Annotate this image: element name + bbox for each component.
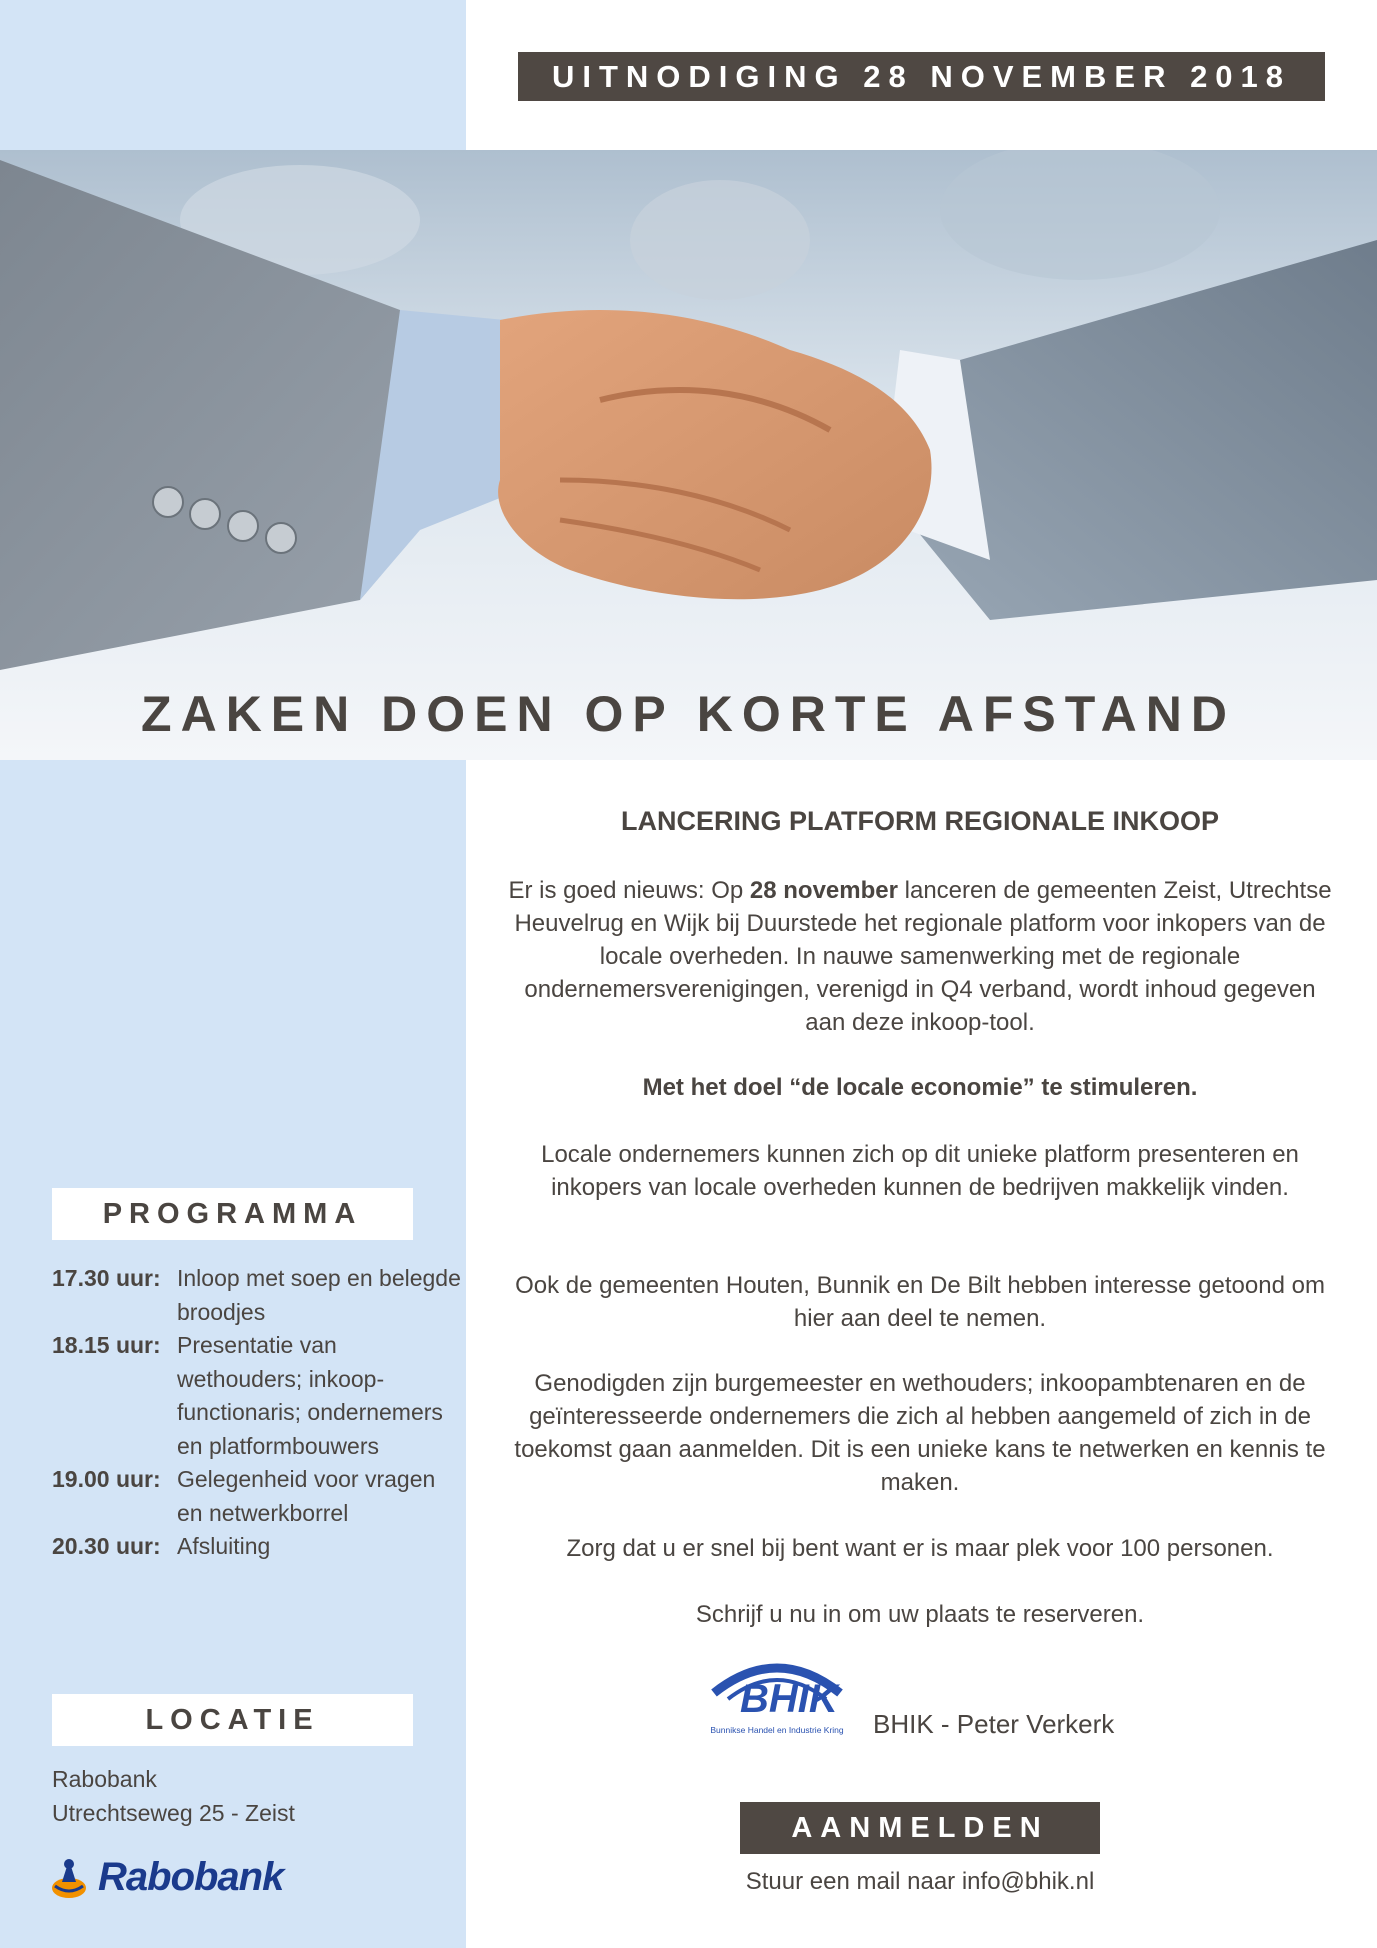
signup-instructions — [505, 1868, 1335, 1896]
location-details — [52, 1762, 295, 1830]
signup-text: Stuur een mail naar — [745, 1868, 962, 1895]
interest-paragraph: Ook de gemeenten Houten, Bunnik en De Bilt hebben interesse getoond om hier aan deel te nemen. — [515, 1272, 1325, 1332]
signup-button[interactable]: AANMELDEN — [740, 1802, 1100, 1854]
programme-description: Presentatie van wethouders; inkoop-functionaris; ondernemers en platformbouwers — [177, 1332, 443, 1459]
programme-item — [52, 1329, 462, 1463]
bhik-logo-text: BHIK — [740, 1677, 838, 1721]
location-name: Rabobank — [52, 1766, 157, 1792]
organizer-contact: BHIK - Peter Verkerk — [873, 1709, 1115, 1739]
intro-text-continued: lanceren de gemeenten Zeist, Utrechtse Heuvelrug en Wijk bij Duurstede het regionale platform voor inkopers van de locale overheden. In nauwe samenwerking met de regionale ondernemersverenigingen, verenigd in Q4 verband, wordt inhoud gegeven aan deze inkoop-tool. — [514, 877, 1332, 1036]
programme-item — [52, 1463, 462, 1530]
intro-paragraph — [505, 874, 1335, 1039]
section-title: LANCERING PLATFORM REGIONALE INKOOP — [621, 806, 1219, 836]
rabobank-logo — [50, 1855, 283, 1900]
register-paragraph: Schrijf u nu in om uw plaats te reserveren. — [695, 1601, 1145, 1628]
location-label: LOCATIE — [52, 1694, 413, 1746]
programme-time: 19.00 uur: — [52, 1466, 161, 1492]
goal-statement: Met het doel “de locale economie” te stimuleren. — [642, 1074, 1198, 1101]
programme-time: 20.30 uur: — [52, 1533, 161, 1559]
programme-list — [52, 1262, 462, 1564]
capacity-paragraph: Zorg dat u er snel bij bent want er is maar plek voor 100 personen. — [566, 1535, 1274, 1562]
intro-text: Er is goed nieuws: Op — [508, 877, 750, 904]
rabobank-wordmark: Rabobank — [98, 1855, 284, 1899]
bhik-logo — [706, 1655, 848, 1741]
programme-label: PROGRAMMA — [52, 1188, 413, 1240]
bhik-logo-subtitle: Bunnikse Handel en Industrie Kring — [710, 1725, 844, 1735]
hero-image — [0, 150, 1377, 760]
date-banner: UITNODIGING 28 NOVEMBER 2018 — [518, 52, 1325, 101]
location-address: Utrechtseweg 25 - Zeist — [52, 1800, 295, 1826]
programme-description: Afsluiting — [177, 1533, 271, 1559]
email-link[interactable]: info@bhik.nl — [961, 1868, 1095, 1895]
programme-description: Gelegenheid voor vragen en netwerkborrel — [177, 1466, 436, 1526]
platform-paragraph: Locale ondernemers kunnen zich op dit unieke platform presenteren en inkopers van locale overheden kunnen de bedrijven makkelijk vinden. — [541, 1141, 1299, 1201]
rabobank-emblem-icon — [50, 1856, 88, 1900]
event-date: 28 november — [749, 877, 898, 904]
headline: ZAKEN DOEN OP KORTE AFSTAND — [141, 686, 1236, 742]
programme-item — [52, 1530, 462, 1564]
invited-paragraph: Genodigden zijn burgemeester en wethouders; inkoopambtenaren en de geïnteresseerde ondernemers die zich al hebben aangemeld of zich in de toekomst gaan aanmelden. Dit is een unieke kans te netwerken en kennis te maken. — [514, 1370, 1326, 1496]
programme-time: 18.15 uur: — [52, 1332, 161, 1358]
handshake-image — [0, 150, 1377, 760]
programme-time: 17.30 uur: — [52, 1265, 161, 1291]
programme-item — [52, 1262, 462, 1329]
programme-description: Inloop met soep en belegde broodjes — [177, 1265, 461, 1325]
